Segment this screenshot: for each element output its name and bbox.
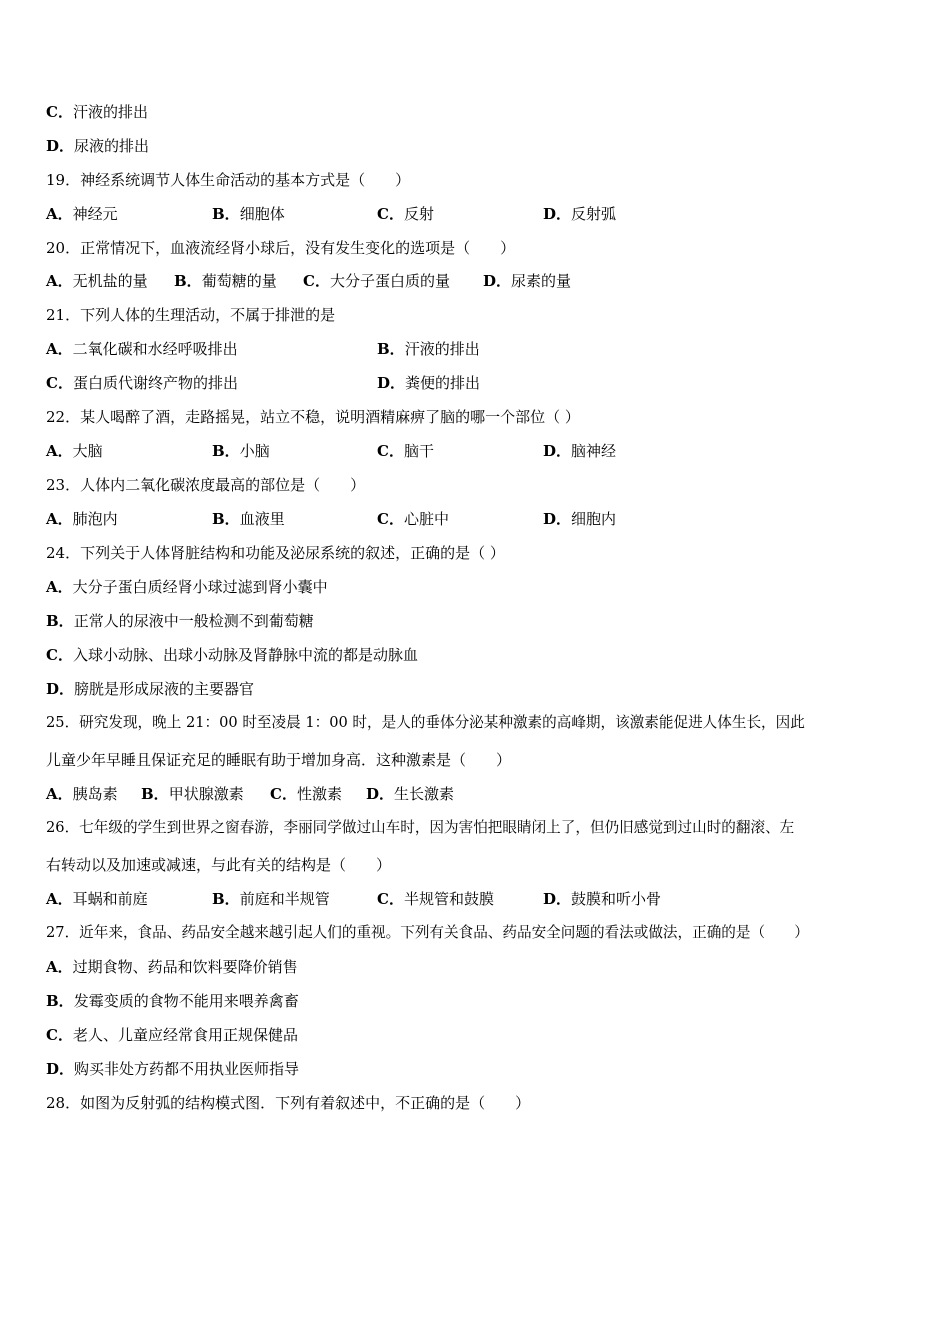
option-label: D．: [46, 137, 75, 155]
option-label: C．: [377, 205, 404, 223]
option-label: A．: [46, 205, 73, 223]
option-text: 细胞内: [571, 510, 617, 528]
option-label: C．: [303, 272, 330, 290]
option-a: [46, 889, 148, 909]
option-d: [366, 784, 454, 804]
question-24-option-d: [46, 679, 254, 699]
question-26-options: [46, 889, 906, 909]
option-label: B．: [212, 205, 240, 223]
question-20-stem: 20．正常情况下，血液流经肾小球后，没有发生变化的选项是（ ）: [46, 239, 516, 257]
option-text: 甲状腺激素: [168, 785, 244, 803]
option-text: 胰岛素: [72, 785, 118, 803]
option-text: 入球小动脉、出球小动脉及肾静脉中流的都是动脉血: [72, 646, 418, 664]
option-text: 大分子蛋白质的量: [329, 272, 450, 290]
question-24-stem: 24．下列关于人体肾脏结构和功能及泌尿系统的叙述，正确的是（ ）: [46, 544, 505, 562]
option-c: [377, 441, 434, 461]
option-label: A．: [46, 340, 73, 358]
option-text: 半规管和鼓膜: [403, 890, 494, 908]
option-text: 细胞体: [239, 205, 285, 223]
option-a: [46, 271, 148, 291]
option-d-urine: [46, 136, 149, 156]
question-19-options: [46, 204, 906, 224]
option-c: [377, 204, 434, 224]
option-label: C．: [46, 646, 73, 664]
option-label: D．: [543, 890, 572, 908]
option-c: [377, 889, 494, 909]
option-text: 二氧化碳和水经呼吸排出: [72, 340, 238, 358]
option-text: 老人、儿童应经常食用正规保健品: [72, 1026, 298, 1044]
question-24-option-b: [46, 611, 314, 631]
option-text: 发霉变质的食物不能用来喂养禽畜: [73, 992, 299, 1010]
option-label: D．: [46, 1060, 75, 1078]
question-23-stem: 23．人体内二氧化碳浓度最高的部位是（ ）: [46, 476, 366, 494]
option-text: 肺泡内: [72, 510, 118, 528]
question-27-option-a: [46, 957, 298, 977]
option-label: D．: [543, 510, 572, 528]
option-text: 汗液的排出: [404, 340, 480, 358]
question-20-options: [46, 271, 906, 291]
option-label: A．: [46, 890, 73, 908]
option-text: 过期食物、药品和饮料要降价销售: [72, 958, 298, 976]
option-a: [46, 509, 118, 529]
option-text: 鼓膜和听小骨: [571, 890, 662, 908]
question-27-option-c: [46, 1025, 298, 1045]
option-b: [377, 339, 480, 359]
option-label: C．: [377, 890, 404, 908]
option-text: 粪便的排出: [405, 374, 481, 392]
option-text: 膀胱是形成尿液的主要器官: [74, 680, 255, 698]
option-text: 葡萄糖的量: [201, 272, 277, 290]
question-25-stem-line2: 儿童少年早睡且保证充足的睡眠有助于增加身高．这种激素是（ ）: [46, 751, 512, 769]
option-label: B．: [46, 992, 74, 1010]
option-text: 大分子蛋白质经肾小球过滤到肾小囊中: [72, 578, 328, 596]
option-text: 反射: [403, 205, 434, 223]
option-label: D．: [483, 272, 512, 290]
option-text: 尿素的量: [511, 272, 572, 290]
option-label: A．: [46, 958, 73, 976]
option-d: [543, 889, 661, 909]
question-24-option-c: [46, 645, 418, 665]
option-label: C．: [46, 1026, 73, 1044]
question-24-option-a: [46, 577, 328, 597]
option-a: [46, 784, 118, 804]
option-a: [46, 204, 118, 224]
option-b: [212, 509, 285, 529]
option-text: 心脏中: [403, 510, 449, 528]
question-28-stem: 28．如图为反射弧的结构模式图．下列有着叙述中，不正确的是（ ）: [46, 1094, 531, 1112]
option-label: C．: [270, 785, 297, 803]
option-c: [377, 509, 449, 529]
option-text: 尿液的排出: [74, 137, 150, 155]
option-text: 蛋白质代谢终产物的排出: [72, 374, 238, 392]
question-21-options-row1: [46, 339, 906, 359]
option-a: [46, 441, 103, 461]
option-label: A．: [46, 272, 73, 290]
question-26-stem-line2: 右转动以及加速或减速，与此有关的结构是（ ）: [46, 856, 392, 874]
option-b: [212, 441, 270, 461]
option-label: B．: [212, 890, 240, 908]
option-label: C．: [377, 510, 404, 528]
question-26-stem-line1: 26．七年级的学生到世界之窗春游，李丽同学做过山车时，因为害怕把眼睛闭上了，但仍旧感觉到过山时的翻滚、左: [46, 819, 795, 836]
option-d: [543, 509, 616, 529]
option-label: B．: [212, 442, 240, 460]
question-22-stem: 22．某人喝醉了酒，走路摇晃，站立不稳，说明酒精麻痹了脑的哪一个部位（ ）: [46, 408, 580, 426]
option-label: A．: [46, 510, 73, 528]
option-label: A．: [46, 578, 73, 596]
option-label: D．: [543, 205, 572, 223]
question-25-options: [46, 784, 906, 804]
option-d: [483, 271, 571, 291]
option-label: C．: [46, 103, 73, 121]
option-label: B．: [141, 785, 169, 803]
question-19-stem: 19．神经系统调节人体生命活动的基本方式是（ ）: [46, 171, 411, 189]
option-text: 无机盐的量: [72, 272, 148, 290]
option-text: 小脑: [239, 442, 270, 460]
option-c: [46, 373, 238, 393]
option-text: 脑神经: [571, 442, 617, 460]
option-text: 正常人的尿液中一般检测不到葡萄糖: [73, 612, 314, 630]
option-text: 耳蜗和前庭: [72, 890, 148, 908]
question-21-options-row2: [46, 373, 906, 393]
option-text: 汗液的排出: [72, 103, 148, 121]
option-text: 前庭和半规管: [239, 890, 330, 908]
option-label: D．: [366, 785, 395, 803]
option-a: [46, 339, 238, 359]
option-text: 购买非处方药都不用执业医师指导: [74, 1060, 300, 1078]
question-27-stem: 27．近年来，食品、药品安全越来越引起人们的重视。下列有关食品、药品安全问题的看法或做法，正确的是（ ）: [46, 924, 809, 941]
option-label: A．: [46, 442, 73, 460]
option-label: B．: [212, 510, 240, 528]
question-22-options: [46, 441, 906, 461]
option-c: [270, 784, 342, 804]
option-c-sweat: [46, 102, 148, 122]
option-b: [174, 271, 277, 291]
option-c: [303, 271, 450, 291]
option-label: B．: [377, 340, 405, 358]
question-25-stem-line1: 25．研究发现，晚上 21：00 时至凌晨 1：00 时，是人的垂体分泌某种激素的高峰期，该激素能促进人体生长，因此: [46, 714, 805, 731]
option-b: [212, 204, 285, 224]
option-text: 神经元: [72, 205, 118, 223]
question-21-stem: 21．下列人体的生理活动，不属于排泄的是: [46, 306, 336, 324]
option-d: [543, 204, 616, 224]
option-label: D．: [377, 374, 406, 392]
option-text: 脑干: [403, 442, 434, 460]
question-27-option-d: [46, 1059, 299, 1079]
option-text: 生长激素: [394, 785, 455, 803]
option-text: 性激素: [296, 785, 342, 803]
option-text: 大脑: [72, 442, 103, 460]
option-d: [543, 441, 616, 461]
option-label: B．: [46, 612, 74, 630]
option-label: C．: [46, 374, 73, 392]
option-label: A．: [46, 785, 73, 803]
option-label: D．: [543, 442, 572, 460]
option-text: 反射弧: [571, 205, 617, 223]
question-27-option-b: [46, 991, 299, 1011]
option-label: C．: [377, 442, 404, 460]
option-d: [377, 373, 480, 393]
option-b: [212, 889, 330, 909]
option-text: 血液里: [239, 510, 285, 528]
option-label: B．: [174, 272, 202, 290]
question-23-options: [46, 509, 906, 529]
option-b: [141, 784, 244, 804]
option-label: D．: [46, 680, 75, 698]
